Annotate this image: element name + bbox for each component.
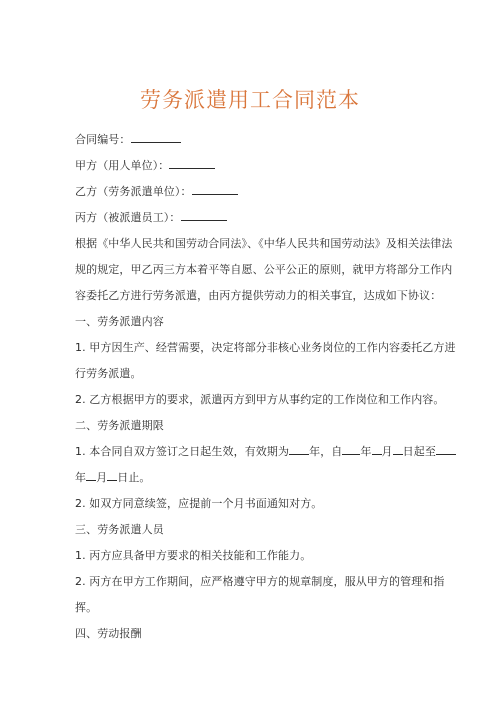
document-title: 劳务派遣用工合同范本 (140, 88, 360, 112)
section-2-item-1-line-1 (75, 443, 435, 459)
section-3-item-2-line-2: 挥。 (75, 601, 98, 614)
end-month-blank[interactable] (86, 469, 96, 481)
start-year-blank[interactable] (342, 443, 360, 455)
section-1-heading: 一、劳务派遣内容 (75, 315, 164, 328)
section-2-item-2: 2. 如双方同意续签，应提前一个月书面通知对方。 (75, 497, 323, 510)
party-c-label: 丙方（被派遣员工）： (75, 211, 181, 224)
end-year-blank[interactable] (436, 443, 456, 455)
intro-line-1: 根据《中华人民共和国劳动合同法》、《中华人民共和国劳动法》及相关法律法 (75, 237, 453, 250)
section-3-item-2-line-1: 2. 丙方在甲方工作期间，应严格遵守甲方的规章制度，服从甲方的管理和指 (75, 575, 445, 588)
start-month-blank[interactable] (372, 443, 382, 455)
section-1-item-1-line-2: 行劳务派遣。 (75, 367, 142, 380)
term-text-e: 日起至 (402, 445, 436, 458)
term-text-h: 日止。 (117, 471, 151, 484)
contract-number-line (75, 131, 435, 147)
contract-number-label: 合同编号： (75, 133, 131, 146)
party-b-label: 乙方（劳务派遣单位）： (75, 185, 192, 198)
party-a-blank[interactable] (169, 157, 215, 169)
contract-number-blank[interactable] (131, 131, 181, 143)
section-3-heading: 三、劳务派遣人员 (75, 523, 164, 536)
section-1-item-1-line-1: 1. 甲方因生产、经营需要，决定将部分非核心业务岗位的工作内容委托乙方进 (75, 341, 456, 354)
term-text-a: 1. 本合同自双方签订之日起生效，有效期为 (75, 445, 290, 458)
term-text-f: 年 (75, 471, 87, 484)
party-b-blank[interactable] (192, 183, 238, 195)
end-day-blank[interactable] (107, 469, 117, 481)
term-text-d: 月 (381, 445, 393, 458)
intro-line-2: 规的规定，甲乙丙三方本着平等自愿、公平公正的原则，就甲方将部分工作内 (75, 263, 453, 276)
party-c-blank[interactable] (181, 209, 227, 221)
term-text-c: 年 (360, 445, 372, 458)
term-text-b: 年，自 (309, 445, 343, 458)
section-4-heading: 四、劳动报酬 (75, 627, 142, 640)
party-c-line (75, 209, 435, 225)
section-1-item-2: 2. 乙方根据甲方的要求，派遣丙方到甲方从事约定的工作岗位和工作内容。 (75, 393, 445, 406)
party-a-label: 甲方（用人单位）： (75, 159, 170, 172)
section-2-item-1-line-2 (75, 469, 435, 485)
start-day-blank[interactable] (393, 443, 403, 455)
party-b-line (75, 183, 435, 199)
term-text-g: 月 (96, 471, 108, 484)
section-3-item-1: 1. 丙方应具备甲方要求的相关技能和工作能力。 (75, 549, 312, 562)
party-a-line (75, 157, 435, 173)
term-years-blank[interactable] (289, 443, 309, 455)
section-2-heading: 二、劳务派遣期限 (75, 419, 164, 432)
intro-line-3: 容委托乙方进行劳务派遣，由丙方提供劳动力的相关事宜，达成如下协议： (75, 289, 442, 302)
